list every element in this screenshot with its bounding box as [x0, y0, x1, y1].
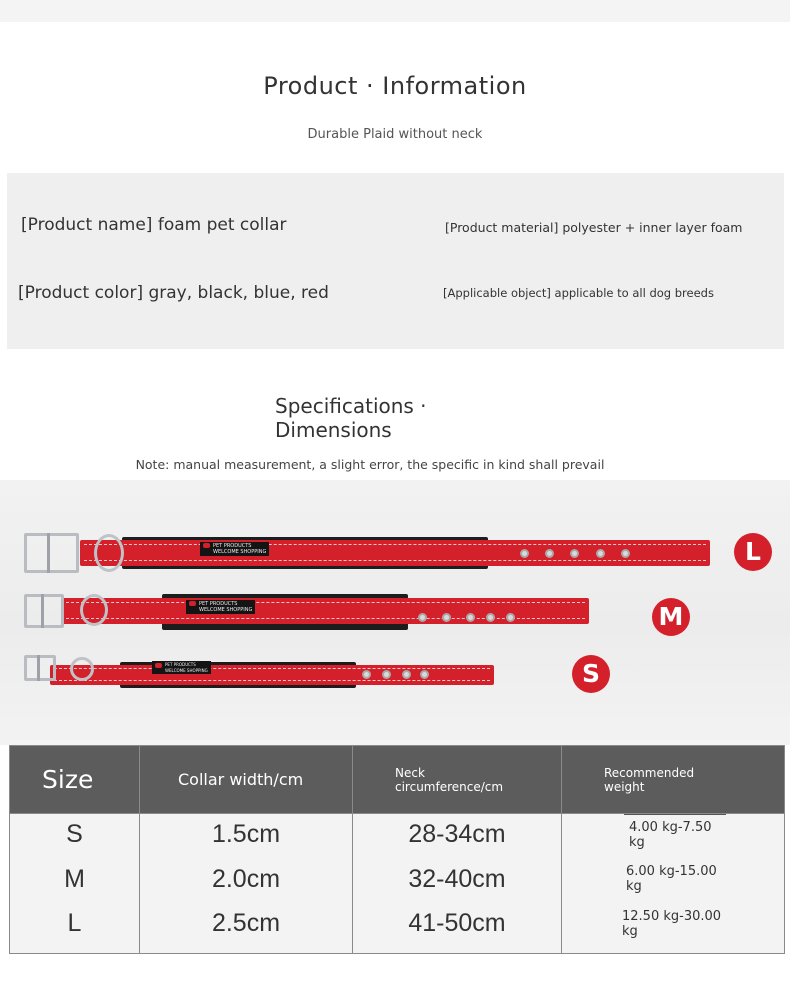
- size-table-body: [10, 814, 785, 954]
- width-value: 2.5cm: [211, 909, 281, 937]
- eyelet: [442, 613, 451, 622]
- size-value: S: [66, 820, 83, 848]
- product-info-subtitle: Durable Plaid without neck: [307, 127, 483, 142]
- brand-label: PET PRODUCTS WELCOME SHOPPING: [186, 600, 255, 614]
- eyelet: [486, 613, 495, 622]
- weight-value: 6.00 kg-15.00 kg: [626, 864, 717, 894]
- neck-circumference-column: [353, 814, 562, 954]
- neck-value: 28-34cm: [408, 820, 506, 848]
- size-badge-l: L: [734, 533, 772, 571]
- product-color: [Product color] gray, black, blue, red: [18, 283, 329, 303]
- size-table: [9, 745, 785, 954]
- eyelet: [570, 549, 579, 558]
- size-table-header: [10, 746, 785, 814]
- eyelet: [420, 670, 429, 679]
- d-ring: [80, 594, 108, 626]
- buckle: [24, 533, 79, 573]
- eyelet: [621, 549, 630, 558]
- size-column: [10, 814, 140, 954]
- buckle: [24, 594, 64, 628]
- specifications-title-line1: Specifications ·: [275, 394, 427, 418]
- neck-value: 32-40cm: [408, 865, 506, 893]
- recommended-weight-column: [562, 814, 785, 954]
- top-band: [0, 0, 790, 22]
- specifications-title: [275, 394, 427, 442]
- product-info-title: Product · Information: [263, 72, 527, 100]
- size-value: L: [67, 909, 82, 937]
- width-value: 1.5cm: [211, 820, 281, 848]
- eyelet: [506, 613, 515, 622]
- applicable-object: [Applicable object] applicable to all dog breeds: [443, 286, 714, 300]
- eyelet: [382, 670, 391, 679]
- collar-photo: [0, 480, 790, 745]
- eyelet: [418, 613, 427, 622]
- header-size: Size: [10, 746, 140, 814]
- size-value: M: [64, 865, 85, 893]
- eyelet: [402, 670, 411, 679]
- product-material: [Product material] polyester + inner layer foam: [445, 220, 743, 235]
- specifications-title-line2: Dimensions: [275, 418, 392, 442]
- neck-value: 41-50cm: [408, 909, 506, 937]
- width-value: 2.0cm: [211, 865, 281, 893]
- size-badge-m: M: [652, 598, 690, 636]
- measurement-note: Note: manual measurement, a slight error, the specific in kind shall prevail: [135, 457, 605, 472]
- collar-strap: [80, 540, 710, 566]
- eyelet: [362, 670, 371, 679]
- header-collar-width: Collar width/cm: [140, 746, 353, 814]
- size-badge-s: S: [572, 655, 610, 693]
- header-recommended-weight: Recommended weight: [562, 746, 785, 814]
- eyelet: [466, 613, 475, 622]
- brand-label: PET PRODUCTS WELCOME SHOPPING: [152, 661, 211, 674]
- weight-value: 4.00 kg-7.50 kg: [629, 820, 712, 850]
- brand-label: PET PRODUCTS WELCOME SHOPPING: [200, 542, 269, 556]
- weight-divider: [624, 814, 726, 815]
- eyelet: [596, 549, 605, 558]
- product-name: [Product name] foam pet collar: [21, 215, 287, 235]
- weight-value: 12.50 kg-30.00 kg: [622, 909, 722, 939]
- d-ring: [94, 534, 124, 572]
- product-info-box: [7, 173, 784, 349]
- buckle: [24, 655, 56, 681]
- eyelet: [520, 549, 529, 558]
- d-ring: [70, 657, 94, 681]
- collar-width-column: [140, 814, 353, 954]
- header-neck-circumference: Neck circumference/cm: [353, 746, 562, 814]
- eyelet: [545, 549, 554, 558]
